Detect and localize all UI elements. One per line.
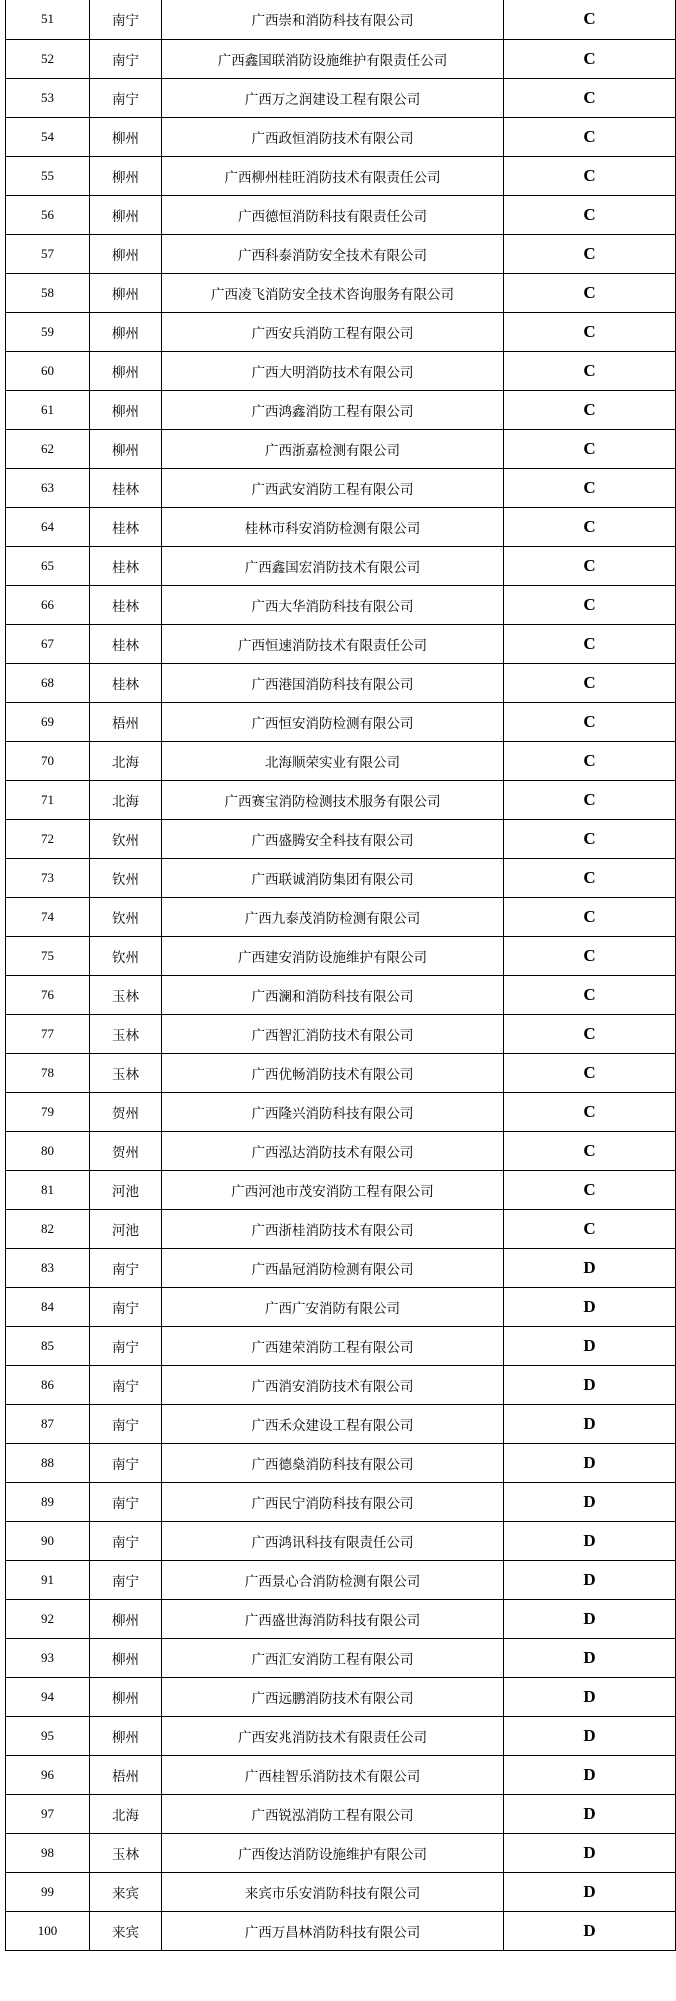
grade-cell: D [504,1872,676,1911]
company-name-cell: 广西泓达消防技术有限公司 [162,1131,504,1170]
city-cell: 柳州 [90,390,162,429]
grade-cell: D [504,1911,676,1950]
company-name-cell: 广西广安消防有限公司 [162,1287,504,1326]
company-name-cell: 广西安兆消防技术有限责任公司 [162,1716,504,1755]
row-number-cell: 80 [6,1131,90,1170]
row-number-cell: 62 [6,429,90,468]
table-row [6,546,676,585]
company-name-cell: 广西恒速消防技术有限责任公司 [162,624,504,663]
row-number-cell: 100 [6,1911,90,1950]
city-cell: 柳州 [90,273,162,312]
city-cell: 柳州 [90,312,162,351]
company-name-cell: 广西崇和消防科技有限公司 [162,0,504,39]
city-cell: 南宁 [90,1248,162,1287]
company-name-cell: 广西恒安消防检测有限公司 [162,702,504,741]
row-number-cell: 56 [6,195,90,234]
grade-cell: C [504,390,676,429]
company-name-cell: 广西优畅消防技术有限公司 [162,1053,504,1092]
city-cell: 玉林 [90,1053,162,1092]
company-name-cell: 广西凌飞消防安全技术咨询服务有限公司 [162,273,504,312]
row-number-cell: 96 [6,1755,90,1794]
grade-cell: C [504,1053,676,1092]
city-cell: 桂林 [90,663,162,702]
company-name-cell: 来宾市乐安消防科技有限公司 [162,1872,504,1911]
table-row [6,858,676,897]
city-cell: 贺州 [90,1131,162,1170]
company-name-cell: 广西大华消防科技有限公司 [162,585,504,624]
city-cell: 贺州 [90,1092,162,1131]
grade-cell: D [504,1482,676,1521]
grade-cell: C [504,741,676,780]
company-name-cell: 广西港国消防科技有限公司 [162,663,504,702]
grade-cell: D [504,1443,676,1482]
company-name-cell: 广西民宁消防科技有限公司 [162,1482,504,1521]
city-cell: 柳州 [90,117,162,156]
row-number-cell: 59 [6,312,90,351]
city-cell: 北海 [90,741,162,780]
table-row [6,156,676,195]
grade-cell: C [504,819,676,858]
row-number-cell: 95 [6,1716,90,1755]
grade-cell: C [504,468,676,507]
table-row [6,1482,676,1521]
row-number-cell: 84 [6,1287,90,1326]
grade-cell: C [504,0,676,39]
city-cell: 桂林 [90,507,162,546]
row-number-cell: 76 [6,975,90,1014]
grade-cell: C [504,78,676,117]
company-name-cell: 广西浙嘉检测有限公司 [162,429,504,468]
company-name-cell: 广西德恒消防科技有限责任公司 [162,195,504,234]
table-row [6,1755,676,1794]
table-row [6,702,676,741]
row-number-cell: 51 [6,0,90,39]
city-cell: 玉林 [90,1833,162,1872]
row-number-cell: 78 [6,1053,90,1092]
company-name-cell: 广西锐泓消防工程有限公司 [162,1794,504,1833]
table-row [6,1287,676,1326]
city-cell: 河池 [90,1209,162,1248]
grade-cell: C [504,195,676,234]
company-name-cell: 广西消安消防技术有限公司 [162,1365,504,1404]
company-name-cell: 广西隆兴消防科技有限公司 [162,1092,504,1131]
city-cell: 南宁 [90,39,162,78]
row-number-cell: 90 [6,1521,90,1560]
grade-cell: D [504,1677,676,1716]
city-cell: 南宁 [90,0,162,39]
row-number-cell: 53 [6,78,90,117]
grade-cell: C [504,429,676,468]
table-row [6,1326,676,1365]
city-cell: 柳州 [90,429,162,468]
city-cell: 南宁 [90,1521,162,1560]
city-cell: 柳州 [90,1677,162,1716]
table-row [6,1053,676,1092]
table-row [6,1677,676,1716]
grade-cell: C [504,624,676,663]
grade-cell: D [504,1248,676,1287]
row-number-cell: 77 [6,1014,90,1053]
table-row [6,0,676,39]
grade-cell: D [504,1560,676,1599]
table-row [6,312,676,351]
grade-cell: D [504,1287,676,1326]
company-name-cell: 广西赛宝消防检测技术服务有限公司 [162,780,504,819]
city-cell: 柳州 [90,351,162,390]
row-number-cell: 75 [6,936,90,975]
company-name-cell: 广西汇安消防工程有限公司 [162,1638,504,1677]
city-cell: 南宁 [90,1287,162,1326]
company-name-cell: 广西柳州桂旺消防技术有限责任公司 [162,156,504,195]
table-row [6,1833,676,1872]
company-name-cell: 广西鸿讯科技有限责任公司 [162,1521,504,1560]
city-cell: 梧州 [90,702,162,741]
table-row [6,1014,676,1053]
company-name-cell: 广西景心合消防检测有限公司 [162,1560,504,1599]
company-name-cell: 广西智汇消防技术有限公司 [162,1014,504,1053]
company-name-cell: 广西盛腾安全科技有限公司 [162,819,504,858]
city-cell: 钦州 [90,936,162,975]
row-number-cell: 74 [6,897,90,936]
company-name-cell: 广西桂智乐消防技术有限公司 [162,1755,504,1794]
row-number-cell: 87 [6,1404,90,1443]
table-row [6,1092,676,1131]
row-number-cell: 61 [6,390,90,429]
city-cell: 玉林 [90,1014,162,1053]
grade-cell: C [504,507,676,546]
city-cell: 桂林 [90,546,162,585]
city-cell: 南宁 [90,1326,162,1365]
grade-cell: C [504,663,676,702]
table-row [6,1131,676,1170]
table-row [6,390,676,429]
company-name-cell: 广西鸿鑫消防工程有限公司 [162,390,504,429]
grade-cell: D [504,1638,676,1677]
company-name-cell: 广西政恒消防技术有限公司 [162,117,504,156]
grade-cell: C [504,1209,676,1248]
company-name-cell: 广西武安消防工程有限公司 [162,468,504,507]
table-row [6,195,676,234]
table-row [6,1794,676,1833]
row-number-cell: 71 [6,780,90,819]
company-name-cell: 广西建荣消防工程有限公司 [162,1326,504,1365]
grade-cell: C [504,312,676,351]
company-name-cell: 广西鑫国宏消防技术有限公司 [162,546,504,585]
grade-cell: C [504,780,676,819]
table-row [6,507,676,546]
company-name-cell: 广西大明消防技术有限公司 [162,351,504,390]
grade-cell: C [504,117,676,156]
table-row [6,819,676,858]
table-row [6,624,676,663]
table-row [6,1170,676,1209]
company-name-cell: 广西河池市茂安消防工程有限公司 [162,1170,504,1209]
table-row [6,780,676,819]
row-number-cell: 58 [6,273,90,312]
table-row [6,741,676,780]
company-name-cell: 广西科泰消防安全技术有限公司 [162,234,504,273]
row-number-cell: 79 [6,1092,90,1131]
grade-cell: D [504,1326,676,1365]
grade-cell: C [504,897,676,936]
row-number-cell: 52 [6,39,90,78]
table-row [6,1638,676,1677]
table-row [6,1872,676,1911]
city-cell: 南宁 [90,1404,162,1443]
row-number-cell: 86 [6,1365,90,1404]
grade-cell: C [504,702,676,741]
row-number-cell: 94 [6,1677,90,1716]
company-name-cell: 广西安兵消防工程有限公司 [162,312,504,351]
city-cell: 柳州 [90,1638,162,1677]
row-number-cell: 65 [6,546,90,585]
city-cell: 南宁 [90,1560,162,1599]
city-cell: 玉林 [90,975,162,1014]
row-number-cell: 68 [6,663,90,702]
company-name-cell: 广西俊达消防设施维护有限公司 [162,1833,504,1872]
table-row [6,1560,676,1599]
table-row [6,585,676,624]
company-name-cell: 北海顺荣实业有限公司 [162,741,504,780]
row-number-cell: 85 [6,1326,90,1365]
company-name-cell: 广西万昌林消防科技有限公司 [162,1911,504,1950]
city-cell: 桂林 [90,624,162,663]
row-number-cell: 93 [6,1638,90,1677]
table-row [6,936,676,975]
table-row [6,117,676,156]
row-number-cell: 88 [6,1443,90,1482]
table-row [6,234,676,273]
grade-cell: C [504,546,676,585]
table-row [6,39,676,78]
city-cell: 南宁 [90,78,162,117]
table-row [6,1404,676,1443]
city-cell: 桂林 [90,468,162,507]
table-row [6,663,676,702]
table-row [6,429,676,468]
table-row [6,975,676,1014]
row-number-cell: 99 [6,1872,90,1911]
grade-cell: D [504,1521,676,1560]
grade-cell: C [504,1170,676,1209]
company-name-cell: 广西禾众建设工程有限公司 [162,1404,504,1443]
city-cell: 桂林 [90,585,162,624]
grade-cell: D [504,1794,676,1833]
company-name-cell: 桂林市科安消防检测有限公司 [162,507,504,546]
table-row [6,1365,676,1404]
table-row [6,1248,676,1287]
table-row [6,1599,676,1638]
row-number-cell: 67 [6,624,90,663]
grade-cell: C [504,1092,676,1131]
row-number-cell: 66 [6,585,90,624]
grade-cell: C [504,234,676,273]
grade-cell: D [504,1404,676,1443]
table-row [6,1911,676,1950]
company-name-cell: 广西澜和消防科技有限公司 [162,975,504,1014]
row-number-cell: 89 [6,1482,90,1521]
city-cell: 柳州 [90,1716,162,1755]
grade-cell: C [504,1014,676,1053]
city-cell: 来宾 [90,1911,162,1950]
city-cell: 南宁 [90,1443,162,1482]
table-row [6,1716,676,1755]
company-name-cell: 广西九泰茂消防检测有限公司 [162,897,504,936]
city-cell: 钦州 [90,897,162,936]
city-cell: 柳州 [90,234,162,273]
row-number-cell: 63 [6,468,90,507]
row-number-cell: 60 [6,351,90,390]
city-cell: 柳州 [90,156,162,195]
grade-cell: C [504,936,676,975]
company-name-cell: 广西万之润建设工程有限公司 [162,78,504,117]
city-cell: 钦州 [90,858,162,897]
grade-cell: D [504,1833,676,1872]
company-name-cell: 广西盛世海消防科技有限公司 [162,1599,504,1638]
city-cell: 来宾 [90,1872,162,1911]
grade-cell: C [504,351,676,390]
grade-cell: C [504,273,676,312]
city-cell: 北海 [90,780,162,819]
row-number-cell: 70 [6,741,90,780]
table-row [6,273,676,312]
row-number-cell: 98 [6,1833,90,1872]
row-number-cell: 57 [6,234,90,273]
table-row [6,78,676,117]
grade-cell: D [504,1755,676,1794]
row-number-cell: 55 [6,156,90,195]
grade-cell: D [504,1716,676,1755]
row-number-cell: 54 [6,117,90,156]
fire-service-grade-table [5,0,676,1951]
grade-cell: D [504,1365,676,1404]
city-cell: 钦州 [90,819,162,858]
company-name-cell: 广西鑫国联消防设施维护有限责任公司 [162,39,504,78]
table-row [6,897,676,936]
table-body [6,0,676,1950]
grade-cell: C [504,39,676,78]
company-name-cell: 广西德燊消防科技有限公司 [162,1443,504,1482]
city-cell: 柳州 [90,195,162,234]
row-number-cell: 69 [6,702,90,741]
table-row [6,351,676,390]
company-name-cell: 广西联诚消防集团有限公司 [162,858,504,897]
grade-cell: C [504,1131,676,1170]
city-cell: 柳州 [90,1599,162,1638]
grade-cell: C [504,585,676,624]
row-number-cell: 83 [6,1248,90,1287]
city-cell: 河池 [90,1170,162,1209]
row-number-cell: 97 [6,1794,90,1833]
city-cell: 南宁 [90,1482,162,1521]
table-row [6,1443,676,1482]
city-cell: 梧州 [90,1755,162,1794]
table-row [6,1209,676,1248]
city-cell: 南宁 [90,1365,162,1404]
row-number-cell: 72 [6,819,90,858]
row-number-cell: 64 [6,507,90,546]
company-name-cell: 广西建安消防设施维护有限公司 [162,936,504,975]
grade-cell: C [504,975,676,1014]
row-number-cell: 91 [6,1560,90,1599]
table-row [6,1521,676,1560]
grade-cell: C [504,858,676,897]
row-number-cell: 81 [6,1170,90,1209]
city-cell: 北海 [90,1794,162,1833]
grade-cell: C [504,156,676,195]
row-number-cell: 82 [6,1209,90,1248]
row-number-cell: 73 [6,858,90,897]
grade-cell: D [504,1599,676,1638]
company-name-cell: 广西远鹏消防技术有限公司 [162,1677,504,1716]
company-name-cell: 广西浙桂消防技术有限公司 [162,1209,504,1248]
company-name-cell: 广西晶冠消防检测有限公司 [162,1248,504,1287]
table-row [6,468,676,507]
row-number-cell: 92 [6,1599,90,1638]
